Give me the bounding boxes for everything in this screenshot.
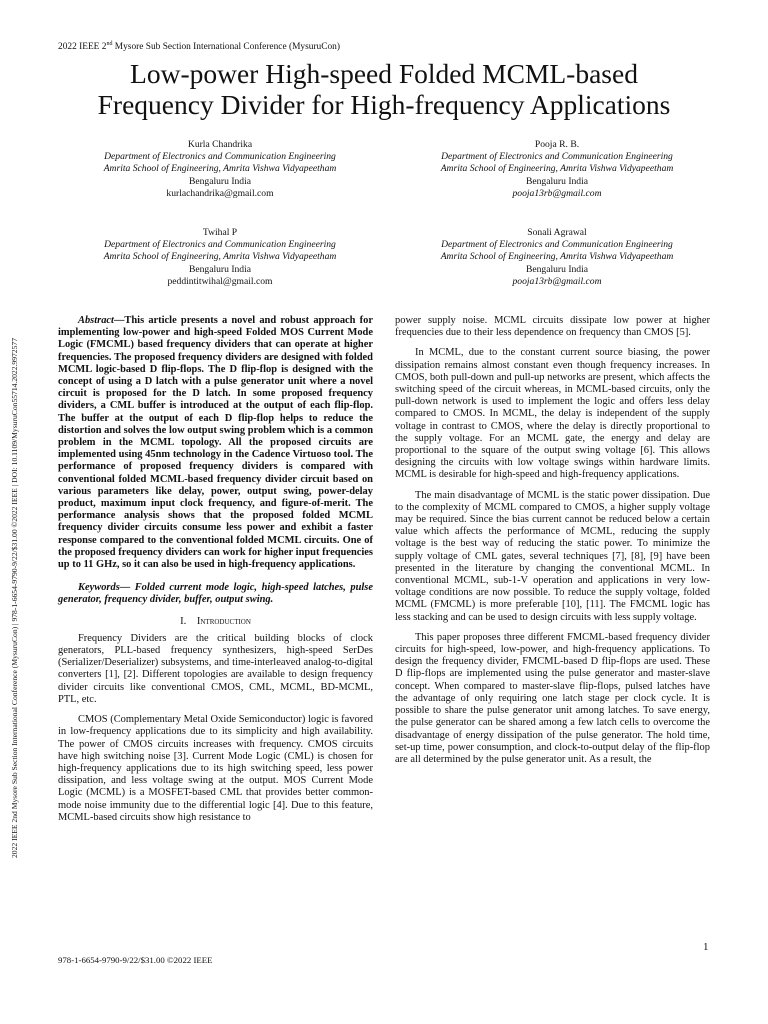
left-column xyxy=(58,315,373,824)
author-name: Kurla Chandrika xyxy=(187,139,253,150)
body-paragraph: The main disadvantage of MCML is the static power dissipation. Due to the complexity of MCML compared to CMOS, a higher supply voltage may be required. Since the bias current cannot be reduced below a certain value which affects the performance of MCML, reducing the supply voltage is the best way of reducing the static power. To minimize the supply voltage of CML gates, several techniques [7], [8], [9] have been presented in the literature by changing the conventional MCML. In conventional MCML, sub-1-V operation and applications in very low-voltage conditions are now possible. To reduce the supply voltage, folded MCML (FMCML) is more preferable [10], [11]. The FMCML logic has less stacking and can be used to design circuits with less supply voltage. xyxy=(395,489,710,623)
body-paragraph: In MCML, due to the constant current source biasing, the power dissipation remains almost constant even though frequency increases. In CMOS, both pull-down and pull-up networks are present, which affects the switching speed of the circuit whereas, in MCML-based circuits, only the pull-down network is used to implement the logic and offers less delay compared to CMOS. In MCML, the delay is independent of the supply voltage in contrast to CMOS, where the delay is directly proportional to the supply voltage. For an MCML gate, the energy and delay are proportional to the square of the output swing voltage [6]. This allows designing the circuits with low voltage swings within hardware limits. MCML is desirable for high-speed and high-frequency applications. xyxy=(395,347,710,481)
author-block xyxy=(60,227,380,288)
body-paragraph: Frequency Dividers are the critical building blocks of clock generators, PLL-based frequency synthesizers, high-speed SerDes (Serializer/Deserializer) subsystems, and time-interleaved analog-to-digital converters [1], [2]. Different topologies are available to design frequency divider circuits like conventional CMOS, CML, MCML, BD-MCML, PTL, etc. xyxy=(58,632,373,705)
author-email: peddintitwihal@gmail.com xyxy=(167,275,273,287)
author-block xyxy=(397,227,717,288)
conference-header: 2022 IEEE 2nd Mysore Sub Section International Conference (MysuruCon) xyxy=(58,41,340,53)
author-dept: Department of Electronics and Communication Engineering xyxy=(104,151,336,163)
body-paragraph: This paper proposes three different FMCML-based frequency divider circuits for high-speed, low-power, and high-frequency applications. To design the frequency divider, FMCML-based D flip-flops are used. These D flip-flops are implemented using the pulse generator and master-slave concept. When compared to master-slave flip-flops, pulsed latches have the advantage of only requiring one latch stage per clock cycle. It is possible to share the pulse generator unit among latches. To save energy, the pulse generator can be shared among a few latch cells to overcome the disadvantage of energy dissipation of the pulse generator. The hold time, set-up time, power consumption, and clock-to-output delay of the flip-flop are all determined by the pulse generator unit. As a result, the xyxy=(395,631,710,765)
title-line: Frequency Divider for High-frequency Applications xyxy=(97,89,671,120)
author-city: Bengaluru India xyxy=(188,263,252,275)
footer-copyright: 978-1-6654-9790-9/22/$31.00 ©2022 IEEE xyxy=(58,955,213,965)
keywords: Keywords— Folded current mode logic, high-speed latches, pulse generator, frequency divider, buffer, output swing. xyxy=(58,582,373,606)
body-paragraph: power supply noise. MCML circuits dissipate low power at higher frequencies due to their less dependence on frequency than CMOS [5]. xyxy=(395,315,710,339)
author-city: Bengaluru India xyxy=(525,263,589,275)
author-city: Bengaluru India xyxy=(525,175,589,187)
author-school: Amrita School of Engineering, Amrita Vishwa Vidyapeetham xyxy=(440,251,674,263)
author-school: Amrita School of Engineering, Amrita Vishwa Vidyapeetham xyxy=(440,163,674,175)
author-dept: Department of Electronics and Communication Engineering xyxy=(441,239,673,251)
author-school: Amrita School of Engineering, Amrita Vishwa Vidyapeetham xyxy=(103,251,337,263)
abstract-text: —This article presents a novel and robust approach for implementing low-power and high-speed Folded MOS Current Mode Logic (FMCML) based frequency dividers that can operate at higher frequencies. The proposed frequency dividers are designed with folded MCML logic-based D flip-flops. The D flip-flop is designed with the concept of using a D latch with a pulse generator unit where a novel circuit is proposed for the D latch. In some proposed frequency dividers, a CML buffer is introduced at the output of each flip-flop. The buffer at the output of each D flip-flop helps to reduce the distortion and solves the low output swing problem which is a common problem in the MCML topology. All the proposed circuits are implemented using 45nm technology in the Cadence Virtuoso tool. The performance of proposed frequency dividers is compared with conventional folded MCML-based frequency divider circuit based on various parameters like delay, power, output swing, power-delay product, maximum input clock frequency, and figure-of-merit. The performance analysis shows that the proposed folded MCML frequency divider circuits consume less power and exhibit a faster response compared to the conventional folded MCML circuits. One of the proposed frequency dividers can work for higher input frequencies up to 11 GHz, so it can also be used in high-frequency applications. xyxy=(58,315,373,571)
body-paragraph: CMOS (Complementary Metal Oxide Semiconductor) logic is favored in low-frequency applications due to its simplicity and high availability. The power of CMOS circuits increases with frequency. CMOS circuits have high switching noise [3]. Current Mode Logic (CML) is chosen for high-frequency applications due to its high switching speed, less power dissipation, and less voltage swing at the output. MOS Current Mode Logic (MCML) is a MOSFET-based CML that provides better common-mode noise immunity due to the differential logic [4]. Due to this feature, MCML-based circuits show high resistance to xyxy=(58,714,373,823)
author-email: kurlachandrika@gmail.com xyxy=(166,187,274,199)
abstract xyxy=(58,315,373,571)
author-school: Amrita School of Engineering, Amrita Vishwa Vidyapeetham xyxy=(103,163,337,175)
title-line: Low-power High-speed Folded MCML-based xyxy=(130,58,638,89)
author-name: Twihal P xyxy=(202,227,238,238)
author-block xyxy=(397,139,717,200)
author-name: Sonali Agrawal xyxy=(527,227,587,238)
author-email: pooja13rb@gmail.com xyxy=(512,187,602,199)
page-number: 1 xyxy=(703,941,709,953)
side-doi-text: 2022 IEEE 2nd Mysore Sub Section International Conference (MysuruCon) | 978-1-6654-9790-9/22/$31.00 ©2022 IEEE | DOI: 10.1109/MysuruCon55714.2022.9972577 xyxy=(10,338,19,858)
author-city: Bengaluru India xyxy=(188,175,252,187)
author-email: pooja13rb@gmail.com xyxy=(512,275,602,287)
right-column xyxy=(395,315,710,766)
author-block xyxy=(60,139,380,200)
author-dept: Department of Electronics and Communication Engineering xyxy=(104,239,336,251)
author-dept: Department of Electronics and Communication Engineering xyxy=(441,151,673,163)
author-name: Pooja R. B. xyxy=(534,139,580,150)
paper-title xyxy=(30,58,738,120)
abstract-lead: Abstract xyxy=(78,315,114,326)
section-heading: I. Introduction xyxy=(180,615,251,627)
